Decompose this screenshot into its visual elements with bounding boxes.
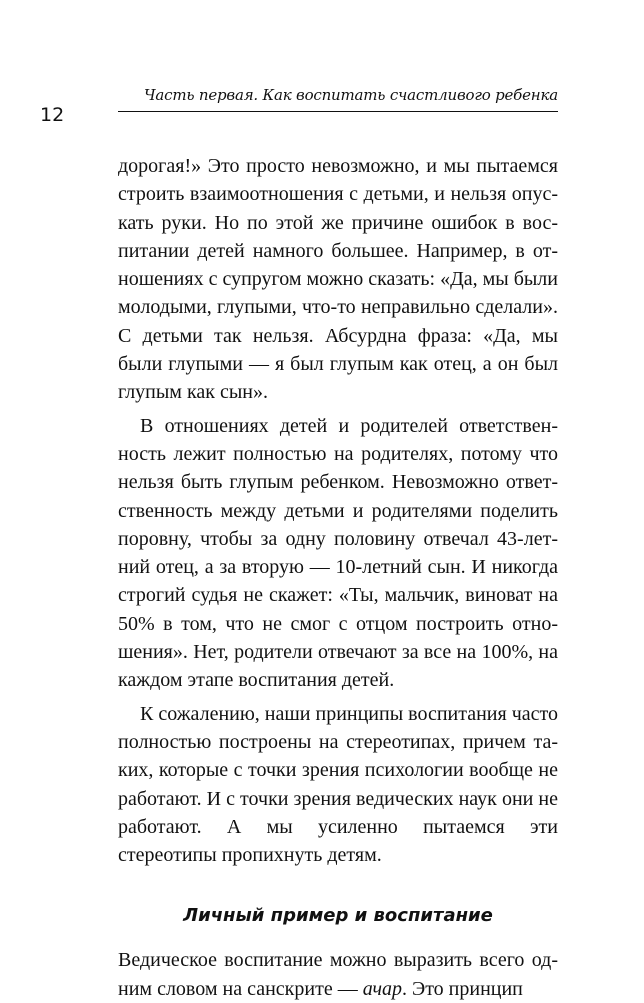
body-text xyxy=(118,152,558,1003)
section-heading: Личный пример и воспитание xyxy=(183,905,493,927)
paragraph: К сожалению, наши принципы воспитания часто полностью построены на стереотипах, причем таких, которые с точки зрения психологии вообще не работают. И с точки зрения ведических наук они не работают. А мы усиленно пытаемся эти стереотипы пропихнуть детям. xyxy=(118,702,558,867)
paragraph xyxy=(118,946,558,1003)
paragraph: дорогая!» Это просто невозможно, и мы пытаемся строить взаимоотношения с детьми, и нельзя опускать руки. Но по этой же причине ошибок в воспитании детей намного большее. Например, в отношениях с супругом можно сказать: «Да, мы были молодыми, глупыми, что-то неправильно сделали». С детьми так нельзя. Абсурдна фраза: «Да, мы были глупыми — я был глупым как отец, а он был глупым как сын». xyxy=(118,155,558,404)
paragraph: В отношениях детей и родителей ответственность лежит полностью на родителях, потому что нельзя быть глупым ребенком. Невозможно ответственность между детьми и родителями поделить поровну, чтобы за одну половину отвечал 43-летний отец, а за вторую — 10-летний сын. И никогда строгий судья не скажет: «Ты, мальчик, виноват на 50% в том, что не смог с отцом построить отношения». Нет, родители отвечают за все на 100%, на каждом этапе воспитания детей. xyxy=(118,414,558,692)
running-head-rule xyxy=(118,111,558,112)
running-head: Часть первая. Как воспитать счастливого ребенка xyxy=(143,86,558,104)
sanskrit-term: ачар xyxy=(362,977,402,1000)
paragraph-text: Ведическое воспитание можно выразить всего одним словом на санскрите — xyxy=(118,949,558,1000)
page-number: 12 xyxy=(40,104,65,126)
paragraph-text: . Это принцип xyxy=(401,977,523,1000)
